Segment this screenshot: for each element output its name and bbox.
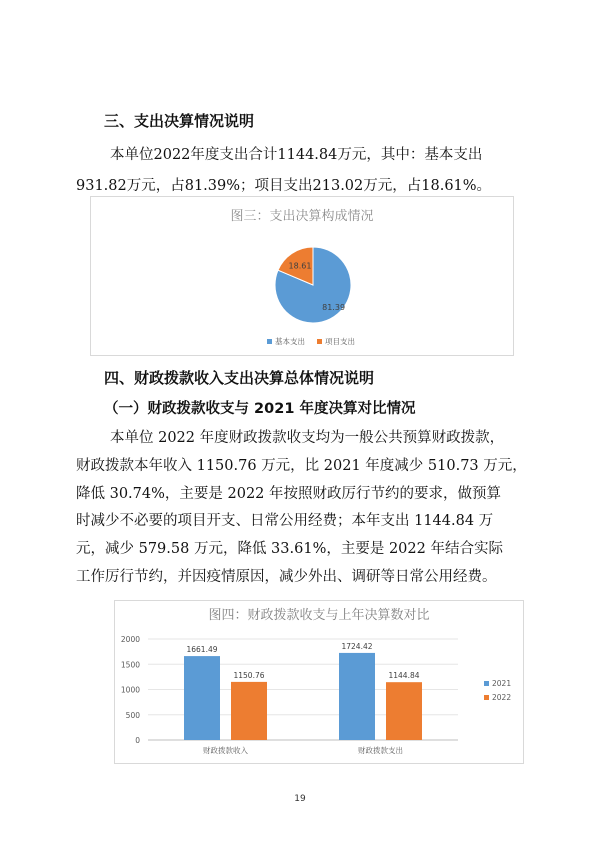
- section3-line2: 931.82万元，占81.39%；项目支出213.02万元，占18.61%。: [76, 178, 492, 194]
- pie-chart-box: [90, 196, 514, 356]
- section4-subheading: （一）财政拨款收支与 2021 年度决算对比情况: [104, 401, 416, 417]
- x-category-label: 财政拨款收入: [203, 746, 248, 755]
- bar-2021: [184, 656, 220, 740]
- section4-line: 时减少不必要的项目开支、日常公用经费；本年支出 1144.84 万: [76, 513, 494, 530]
- pie-chart-title: 图三：支出决算构成情况: [230, 209, 374, 224]
- y-tick-label: 500: [125, 710, 140, 720]
- section3-heading: 三、支出决算情况说明: [104, 112, 255, 130]
- bar-legend-label: 2021: [492, 679, 512, 688]
- section4-line: 降低 30.74%，主要是 2022 年按照财政厉行节约的要求，做预算: [76, 485, 502, 502]
- x-category-label: 财政拨款支出: [358, 746, 403, 755]
- section3-paragraph: [76, 140, 538, 202]
- y-tick-label: 1000: [120, 685, 140, 695]
- y-tick-label: 2000: [120, 635, 140, 644]
- bar-chart: [115, 601, 523, 763]
- bar-data-label: 1144.84: [388, 671, 420, 681]
- pie-legend-label: 基本支出: [275, 337, 305, 346]
- bar-data-label: 1724.42: [341, 641, 373, 651]
- section4-line: 本单位 2022 年度财政拨款收支均为一般公共预算财政拨款，: [110, 430, 505, 446]
- bar-2022: [386, 682, 422, 740]
- bar-2022: [231, 682, 267, 740]
- page-number: 19: [294, 794, 306, 804]
- section4-heading: 四、财政拨款收入支出决算总体情况说明: [104, 369, 375, 387]
- pie-chart: [91, 197, 513, 355]
- bar-legend-label: 2022: [492, 693, 512, 702]
- bar-2021: [339, 653, 375, 740]
- bar-data-label: 1150.76: [233, 670, 265, 680]
- section4-paragraph: [76, 425, 540, 592]
- bar-data-label: 1661.49: [186, 645, 218, 655]
- section4-line: 元，减少 579.58 万元，降低 33.61%，主要是 2022 年结合实际: [76, 541, 503, 558]
- pie-legend-swatch: [317, 339, 322, 344]
- bar-legend-swatch: [484, 695, 489, 700]
- y-tick-label: 0: [135, 736, 140, 745]
- bar-legend-swatch: [484, 681, 489, 686]
- bar-chart-box: [114, 600, 524, 764]
- pie-data-label: 18.61: [288, 261, 312, 271]
- section4-line: 财政拨款本年收入 1150.76 万元，比 2021 年度减少 510.73 万元，: [76, 457, 527, 474]
- y-tick-label: 1500: [120, 660, 140, 670]
- section3-line1: 本单位2022年度支出合计1144.84万元，其中：基本支出: [110, 147, 483, 163]
- pie-legend-label: 项目支出: [325, 337, 355, 346]
- pie-legend-swatch: [267, 339, 272, 344]
- bar-chart-title: 图四：财政拨款收支与上年决算数对比: [208, 608, 430, 623]
- pie-data-label: 81.39: [322, 303, 346, 313]
- section4-line: 工作厉行节约，并因疫情原因，减少外出、调研等日常公用经费。: [76, 568, 497, 585]
